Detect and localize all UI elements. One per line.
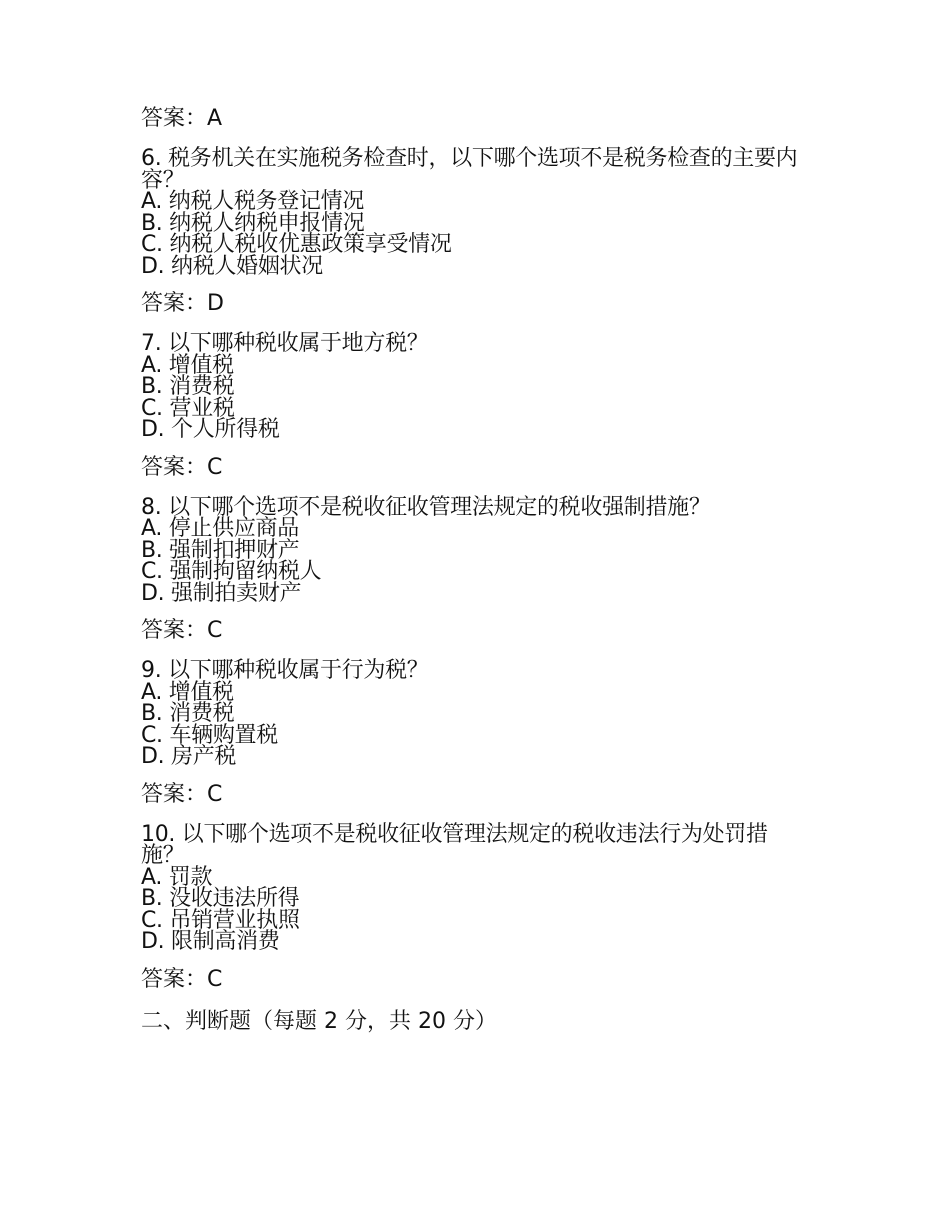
option-c: C. 吊销营业执照 [141,907,300,933]
answer-q9: 答案：C [141,781,223,807]
question-text: 9. 以下哪种税收属于行为税？ [141,658,429,683]
answer-q6: 答案：D [141,291,224,316]
question-8 [141,494,831,606]
question-text: 10. 以下哪个选项不是税收征收管理法规定的税收违法行为处罚措施？ [141,821,768,868]
answer-q10: 答案：C [141,966,223,992]
option-d: D. 限制高消费 [141,929,280,954]
option-d: D. 强制拍卖财产 [141,580,302,606]
option-b: B. 强制扣押财产 [141,537,300,563]
question-text: 7. 以下哪种税收属于地方税？ [141,331,429,356]
option-b: B. 没收违法所得 [141,886,300,911]
option-b: B. 消费税 [141,701,235,726]
question-9 [141,660,831,768]
question-10 [141,821,831,954]
option-c: C. 强制拘留纳税人 [141,559,322,584]
option-c: C. 纳税人税收优惠政策享受情况 [141,232,452,257]
question-text: 8. 以下哪个选项不是税收征收管理法规定的税收强制措施？ [141,494,711,520]
option-d: D. 纳税人婚姻状况 [141,253,323,279]
option-d: D. 个人所得税 [141,417,280,442]
answer-q8: 答案：C [141,618,223,643]
answer-q7: 答案：C [141,454,223,480]
section-title-true-false: 二、判断题（每题 2 分，共 20 分） [141,1008,497,1034]
option-c: C. 营业税 [141,395,235,421]
question-7 [141,333,831,441]
question-6 [141,148,831,277]
page-content [141,104,831,1037]
answer-q5: 答案：A [141,106,223,131]
option-a: A. 停止供应商品 [141,516,299,541]
option-a: A. 增值税 [141,679,234,705]
option-a: A. 纳税人税务登记情况 [141,189,365,214]
option-c: C. 车辆购置税 [141,722,278,748]
option-b: B. 消费税 [141,374,235,399]
question-text: 6. 税务机关在实施税务检查时，以下哪个选项不是税务检查的主要内容？ [141,146,798,193]
option-a: A. 增值税 [141,352,234,378]
option-a: A. 罚款 [141,864,213,890]
option-b: B. 纳税人纳税申报情况 [141,210,365,236]
option-d: D. 房产税 [141,744,237,769]
